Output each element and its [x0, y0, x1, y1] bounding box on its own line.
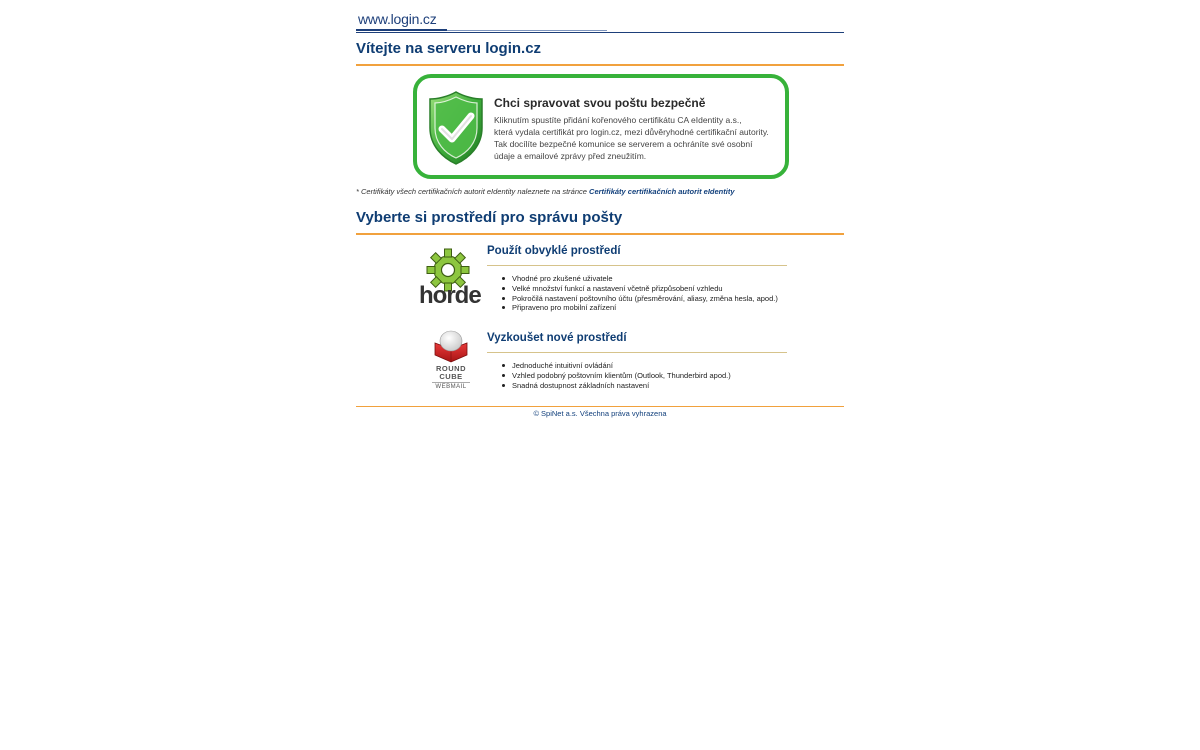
horde-logo[interactable] — [418, 248, 482, 310]
logo-underline — [356, 29, 447, 31]
roundcube-logo-line: CUBE — [439, 372, 463, 381]
list-item: Jednoduché intuitivní ovládání — [512, 361, 731, 371]
roundcube-logo-text — [429, 365, 473, 391]
option-divider — [487, 265, 787, 266]
list-item: Připraveno pro mobilní zařízení — [512, 303, 778, 313]
certificate-line: Tak docílíte bezpečné komunice se serverem a ochráníte své osobní — [494, 139, 753, 149]
certificate-line: Kliknutím spustíte přidání kořenového certifikátu CA eIdentity a.s., — [494, 115, 742, 125]
roundcube-logo[interactable] — [429, 329, 473, 391]
logo-underline-thin — [447, 30, 607, 31]
certificate-description — [494, 114, 794, 162]
site-logo[interactable] — [356, 10, 608, 32]
section-title: Vyberte si prostředí pro správu pošty — [356, 209, 623, 226]
page-title: Vítejte na serveru login.cz — [356, 40, 542, 57]
site-logo-text: www.login.cz — [358, 11, 437, 27]
roundcube-logo-line: ROUND — [436, 364, 466, 373]
section-divider — [356, 233, 844, 235]
certificate-note — [356, 187, 735, 196]
footer-copyright: © SpiNet a.s. Všechna práva vyhrazena — [533, 409, 667, 418]
list-item: Vzhled podobný poštovním klientům (Outlook, Thunderbird apod.) — [512, 370, 731, 380]
list-item: Pokročilá nastavení poštovního účtu (přesměrování, aliasy, změna hesla, apod.) — [512, 293, 778, 303]
header-divider — [356, 32, 844, 33]
list-item: Velké množství funkcí a nastavení včetně přizpůsobení vzhledu — [512, 284, 778, 294]
certificate-note-text: * Certifikáty všech certifikačních autorit eIdentity naleznete na stránce — [356, 187, 587, 196]
roundcube-feature-list — [512, 361, 731, 390]
roundcube-option-link[interactable]: Vyzkoušet nové prostředí — [487, 332, 627, 344]
roundcube-cube-icon — [429, 329, 473, 363]
footer-divider — [356, 406, 844, 407]
title-divider — [356, 64, 844, 66]
horde-feature-list — [512, 274, 778, 313]
certificate-line: údaje a emailové zprávy před zneužitím. — [494, 151, 647, 161]
shield-check-icon — [427, 90, 485, 166]
certificate-authorities-link[interactable]: Certifikáty certifikačních autorit eIdentity — [589, 187, 735, 196]
list-item: Snadná dostupnost základních nastavení — [512, 381, 731, 391]
certificate-line: která vydala certifikát pro login.cz, mezi důvěryhodné certifikační autority. — [494, 127, 769, 137]
horde-logo-text: horde — [419, 282, 481, 309]
roundcube-logo-line: WEBMAIL — [432, 382, 470, 391]
list-item: Vhodné pro zkušené uživatele — [512, 274, 778, 284]
horde-option-link[interactable]: Použít obvyklé prostředí — [487, 245, 621, 257]
option-divider — [487, 352, 787, 353]
install-certificate-button[interactable] — [413, 74, 789, 179]
certificate-title: Chci spravovat svou poštu bezpečně — [494, 96, 706, 110]
